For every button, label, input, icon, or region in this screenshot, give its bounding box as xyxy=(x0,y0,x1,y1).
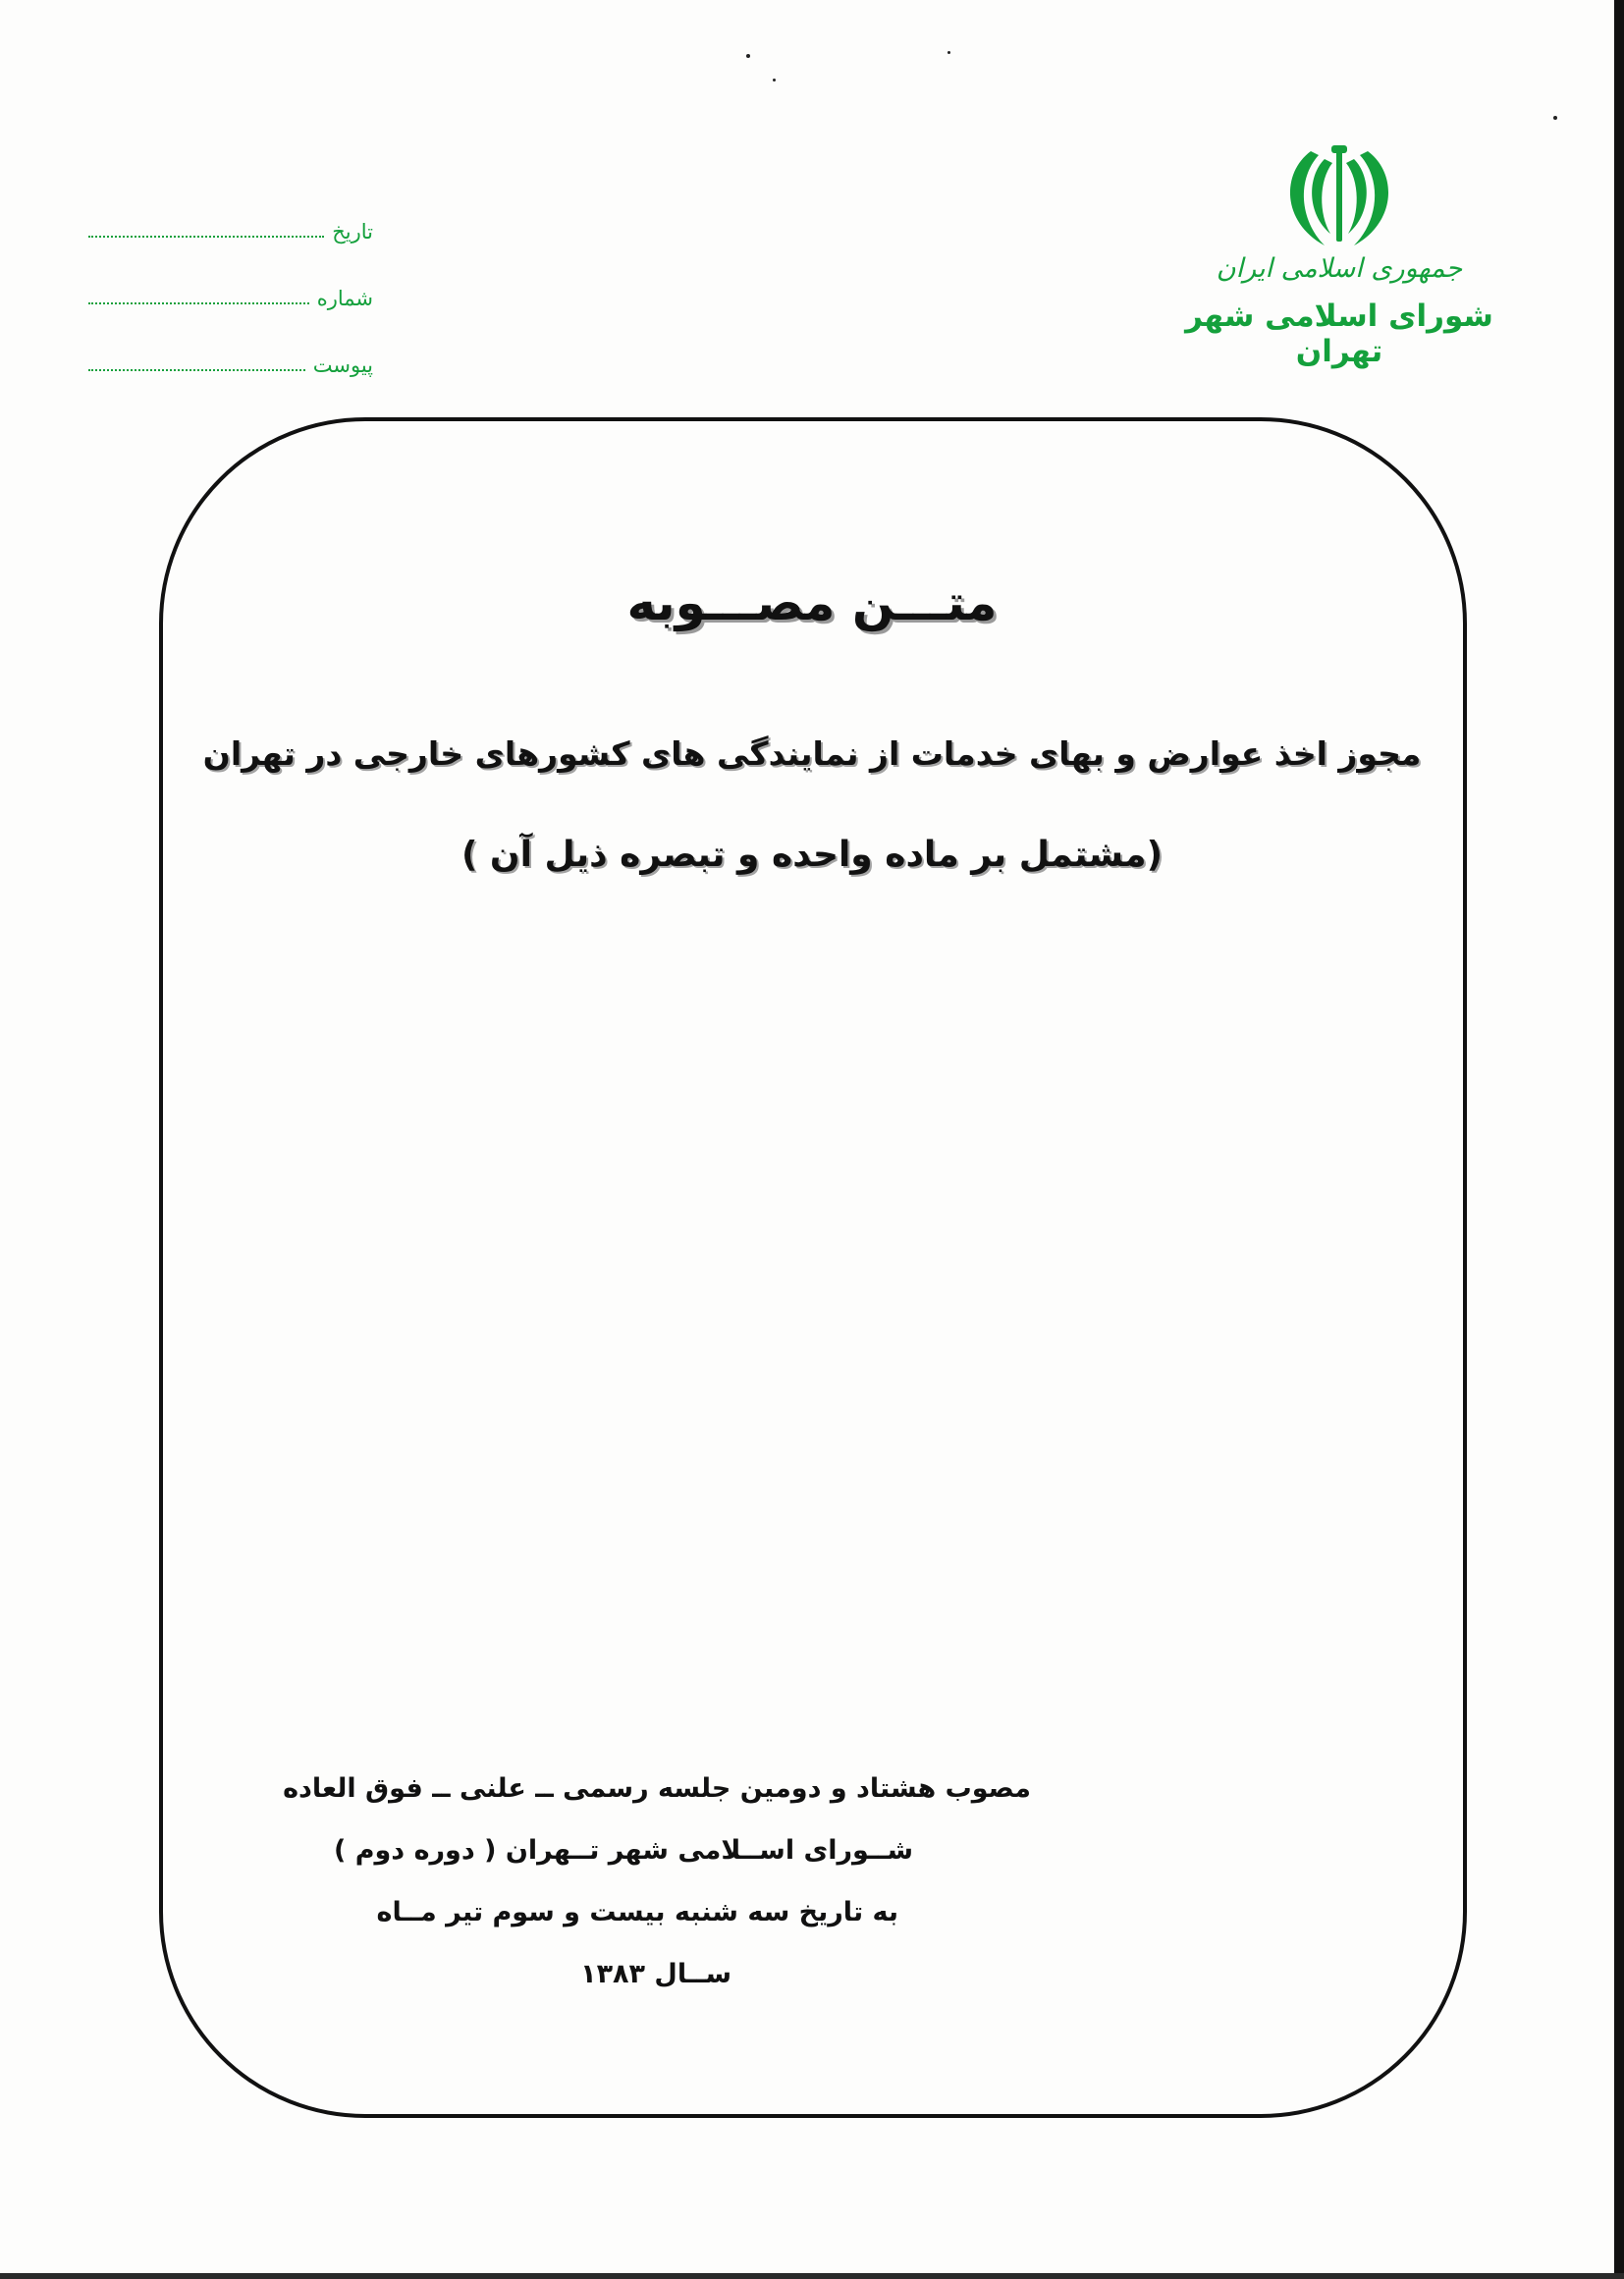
document-title: متـــن مصـــوبه xyxy=(626,574,998,631)
iran-emblem-icon xyxy=(1275,137,1403,255)
emblem-caption: جمهوری اسلامی ایران xyxy=(1216,253,1463,284)
date-field-label: تاریخ xyxy=(332,220,373,244)
attachment-field-label: پیوست xyxy=(312,353,373,377)
document-subject: مجوز اخذ عوارض و بهای خدمات از نمایندگی های کشورهای خارجی در تهران xyxy=(202,734,1422,773)
approval-line-year: ســال ۱۳۸۳ xyxy=(580,1959,731,1989)
approval-line-session: مصوب هشتاد و دومین جلسه رسمی ــ علنی ــ فوق العاده xyxy=(283,1773,1031,1804)
date-field xyxy=(88,177,373,244)
scan-edge-bottom xyxy=(0,2273,1624,2279)
number-field xyxy=(88,244,373,310)
number-field-line xyxy=(88,302,309,304)
approval-line-council: شــورای اســلامی شهر تــهران ( دوره دوم ) xyxy=(334,1835,913,1866)
scan-speck xyxy=(947,51,950,54)
council-name: شورای اسلامی شهر تهران xyxy=(1185,298,1493,370)
attachment-field xyxy=(88,310,373,377)
scan-speck xyxy=(746,54,750,58)
document-subject-note: (مشتمل بر ماده واحده و تبصره ذیل آن ) xyxy=(460,835,1164,875)
approval-block xyxy=(275,1758,1031,2005)
approval-line-date: به تاریخ سه شنبه بیست و سوم تیر مــاه xyxy=(376,1897,898,1927)
letterhead-brand xyxy=(1163,137,1516,369)
number-field-label: شماره xyxy=(316,287,373,310)
scan-speck xyxy=(773,79,776,81)
scan-edge-right xyxy=(1614,0,1624,2279)
attachment-field-line xyxy=(88,369,305,371)
scan-speck xyxy=(1553,116,1557,120)
date-field-line xyxy=(88,236,324,238)
letterhead-fields xyxy=(88,177,373,377)
